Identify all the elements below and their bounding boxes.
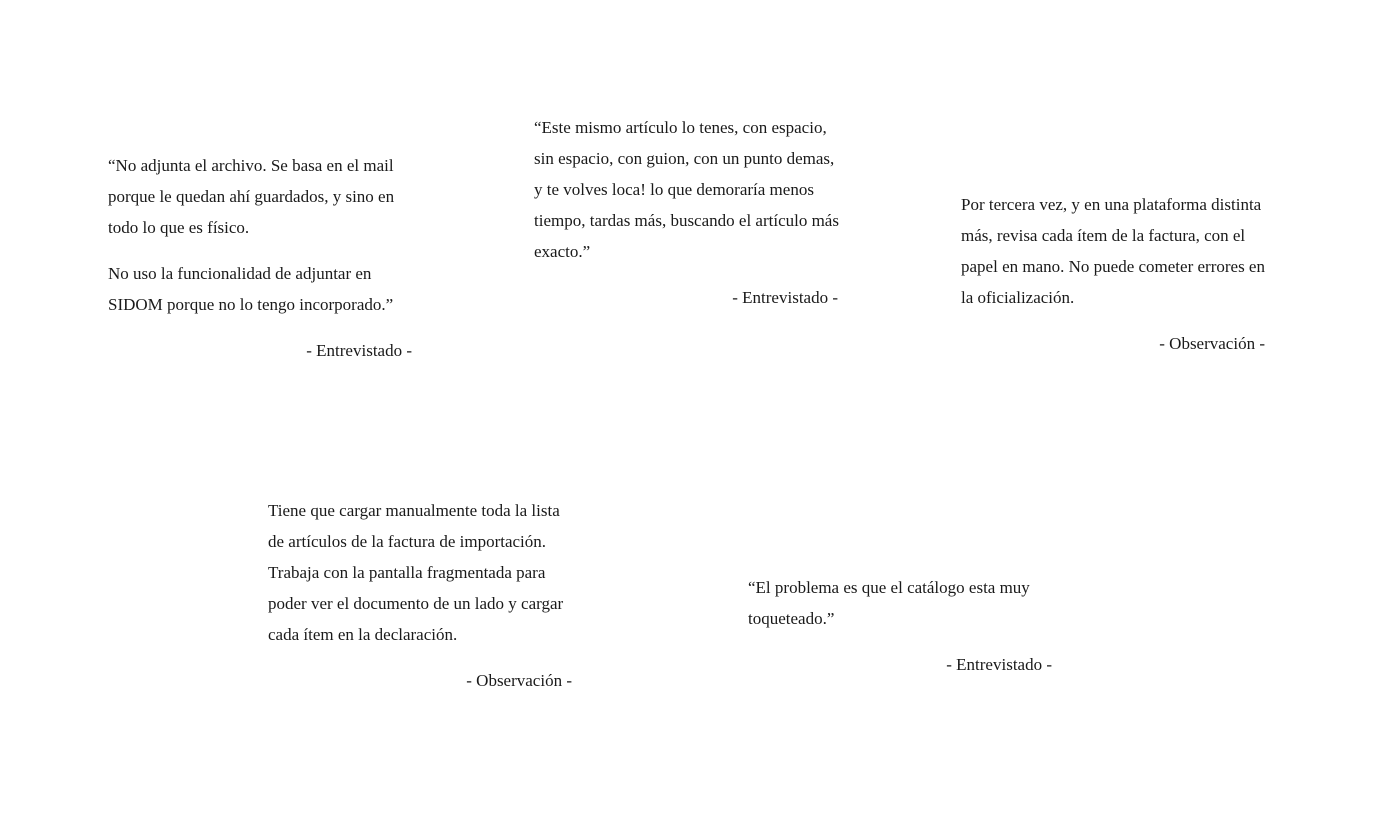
quote-1-source: - Entrevistado - — [306, 341, 412, 360]
quote-block-3 — [961, 189, 1271, 359]
quote-3-source: - Observación - — [1159, 334, 1265, 353]
quote-3-paragraph-1: Por tercera vez, y en una plataforma distinta más, revisa cada ítem de la factura, con el papel en mano. No puede cometer errores en la oficialización. — [961, 195, 1265, 307]
quote-block-2 — [534, 112, 844, 313]
quote-block-1 — [108, 150, 418, 366]
quote-4-source: - Observación - — [466, 671, 572, 690]
quote-1-paragraph-1: “No adjunta el archivo. Se basa en el mail porque le quedan ahí guardados, y sino en todo lo que es físico. — [108, 156, 395, 237]
quote-4-paragraph-1: Tiene que cargar manualmente toda la lista de artículos de la factura de importación. Trabaja con la pantalla fragmentada para poder ver el documento de un lado y cargar cada ítem en la declaración. — [268, 501, 568, 644]
quote-5-source: - Entrevistado - — [946, 655, 1052, 674]
quote-5-paragraph-1: “El problema es que el catálogo esta muy toqueteado.” — [748, 578, 1030, 628]
quote-1-paragraph-2: No uso la funcionalidad de adjuntar en SIDOM porque no lo tengo incorporado.” — [108, 264, 394, 314]
quote-block-5 — [748, 572, 1058, 680]
quote-block-4 — [268, 495, 580, 696]
quote-2-paragraph-1: “Este mismo artículo lo tenes, con espacio, sin espacio, con guion, con un punto demas, y te volves loca! lo que demoraría menos tiempo, tardas más, buscando el artículo más exacto.” — [534, 118, 839, 261]
quote-2-source: - Entrevistado - — [732, 288, 838, 307]
